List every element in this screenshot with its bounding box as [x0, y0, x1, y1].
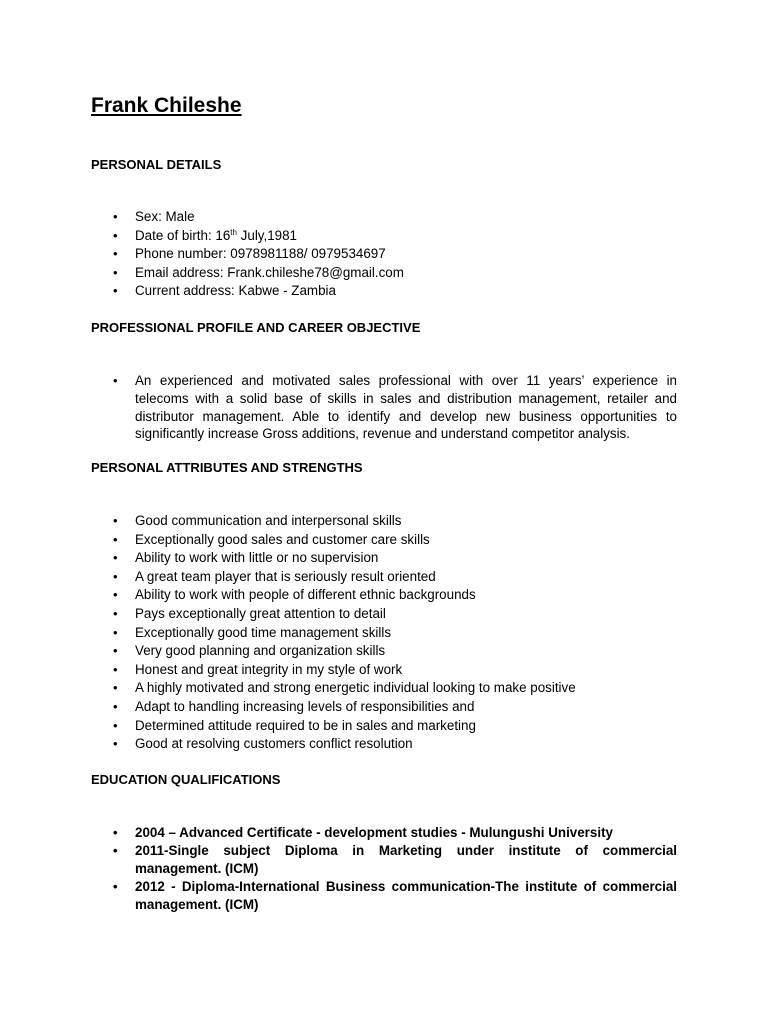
attribute-item: • Pays exceptionally great attention to detail	[91, 605, 677, 624]
dob-suffix: July,1981	[236, 227, 298, 243]
personal-details-list	[91, 208, 677, 301]
dob-item	[91, 227, 677, 246]
attributes-list	[91, 512, 677, 754]
education-list	[91, 824, 677, 914]
dob-superscript: th	[230, 227, 237, 237]
attribute-item: • A great team player that is seriously result oriented	[91, 568, 677, 587]
attribute-item: • Exceptionally good sales and customer care skills	[91, 531, 677, 550]
education-item: • 2012 - Diploma-International Business communication-The institute of commercial management. (ICM)	[91, 878, 677, 914]
attribute-item: • Ability to work with people of different ethnic backgrounds	[91, 586, 677, 605]
attribute-item: • A highly motivated and strong energetic individual looking to make positive	[91, 679, 677, 698]
email-item: • Email address: Frank.chileshe78@gmail.com	[91, 264, 677, 283]
education-item: • 2004 – Advanced Certificate - development studies - Mulungushi University	[91, 824, 677, 842]
attributes-heading: PERSONAL ATTRIBUTES AND STRENGTHS	[91, 460, 363, 475]
attribute-item: • Determined attitude required to be in sales and marketing	[91, 717, 677, 736]
sex-item: • Sex: Male	[91, 208, 677, 227]
profile-text: • An experienced and motivated sales professional with over 11 years’ experience in telecoms with a solid base of skills in sales and distribution management, retailer and distributor management. Able to identify and develop new business opportunities to significantly increase Gross additions, revenue and understand competitor analysis.	[91, 372, 677, 443]
attribute-item: • Exceptionally good time management skills	[91, 624, 677, 643]
attribute-item: • Honest and great integrity in my style of work	[91, 661, 677, 680]
dob-prefix: Date of birth: 16	[135, 227, 231, 243]
address-item: • Current address: Kabwe - Zambia	[91, 282, 677, 301]
attribute-item: • Good communication and interpersonal skills	[91, 512, 677, 531]
attribute-item: • Good at resolving customers conflict resolution	[91, 735, 677, 754]
candidate-name: Frank Chileshe	[91, 94, 242, 117]
profile-heading: PROFESSIONAL PROFILE AND CAREER OBJECTIVE	[91, 320, 421, 335]
attribute-item: • Adapt to handling increasing levels of responsibilities and	[91, 698, 677, 717]
education-item: • 2011-Single subject Diploma in Marketing under institute of commercial management. (ICM)	[91, 842, 677, 878]
attribute-item: • Very good planning and organization skills	[91, 642, 677, 661]
profile-list	[91, 372, 677, 443]
attribute-item: • Ability to work with little or no supervision	[91, 549, 677, 568]
education-heading: EDUCATION QUALIFICATIONS	[91, 772, 281, 787]
phone-item: • Phone number: 0978981188/ 0979534697	[91, 245, 677, 264]
personal-details-heading: PERSONAL DETAILS	[91, 157, 222, 172]
